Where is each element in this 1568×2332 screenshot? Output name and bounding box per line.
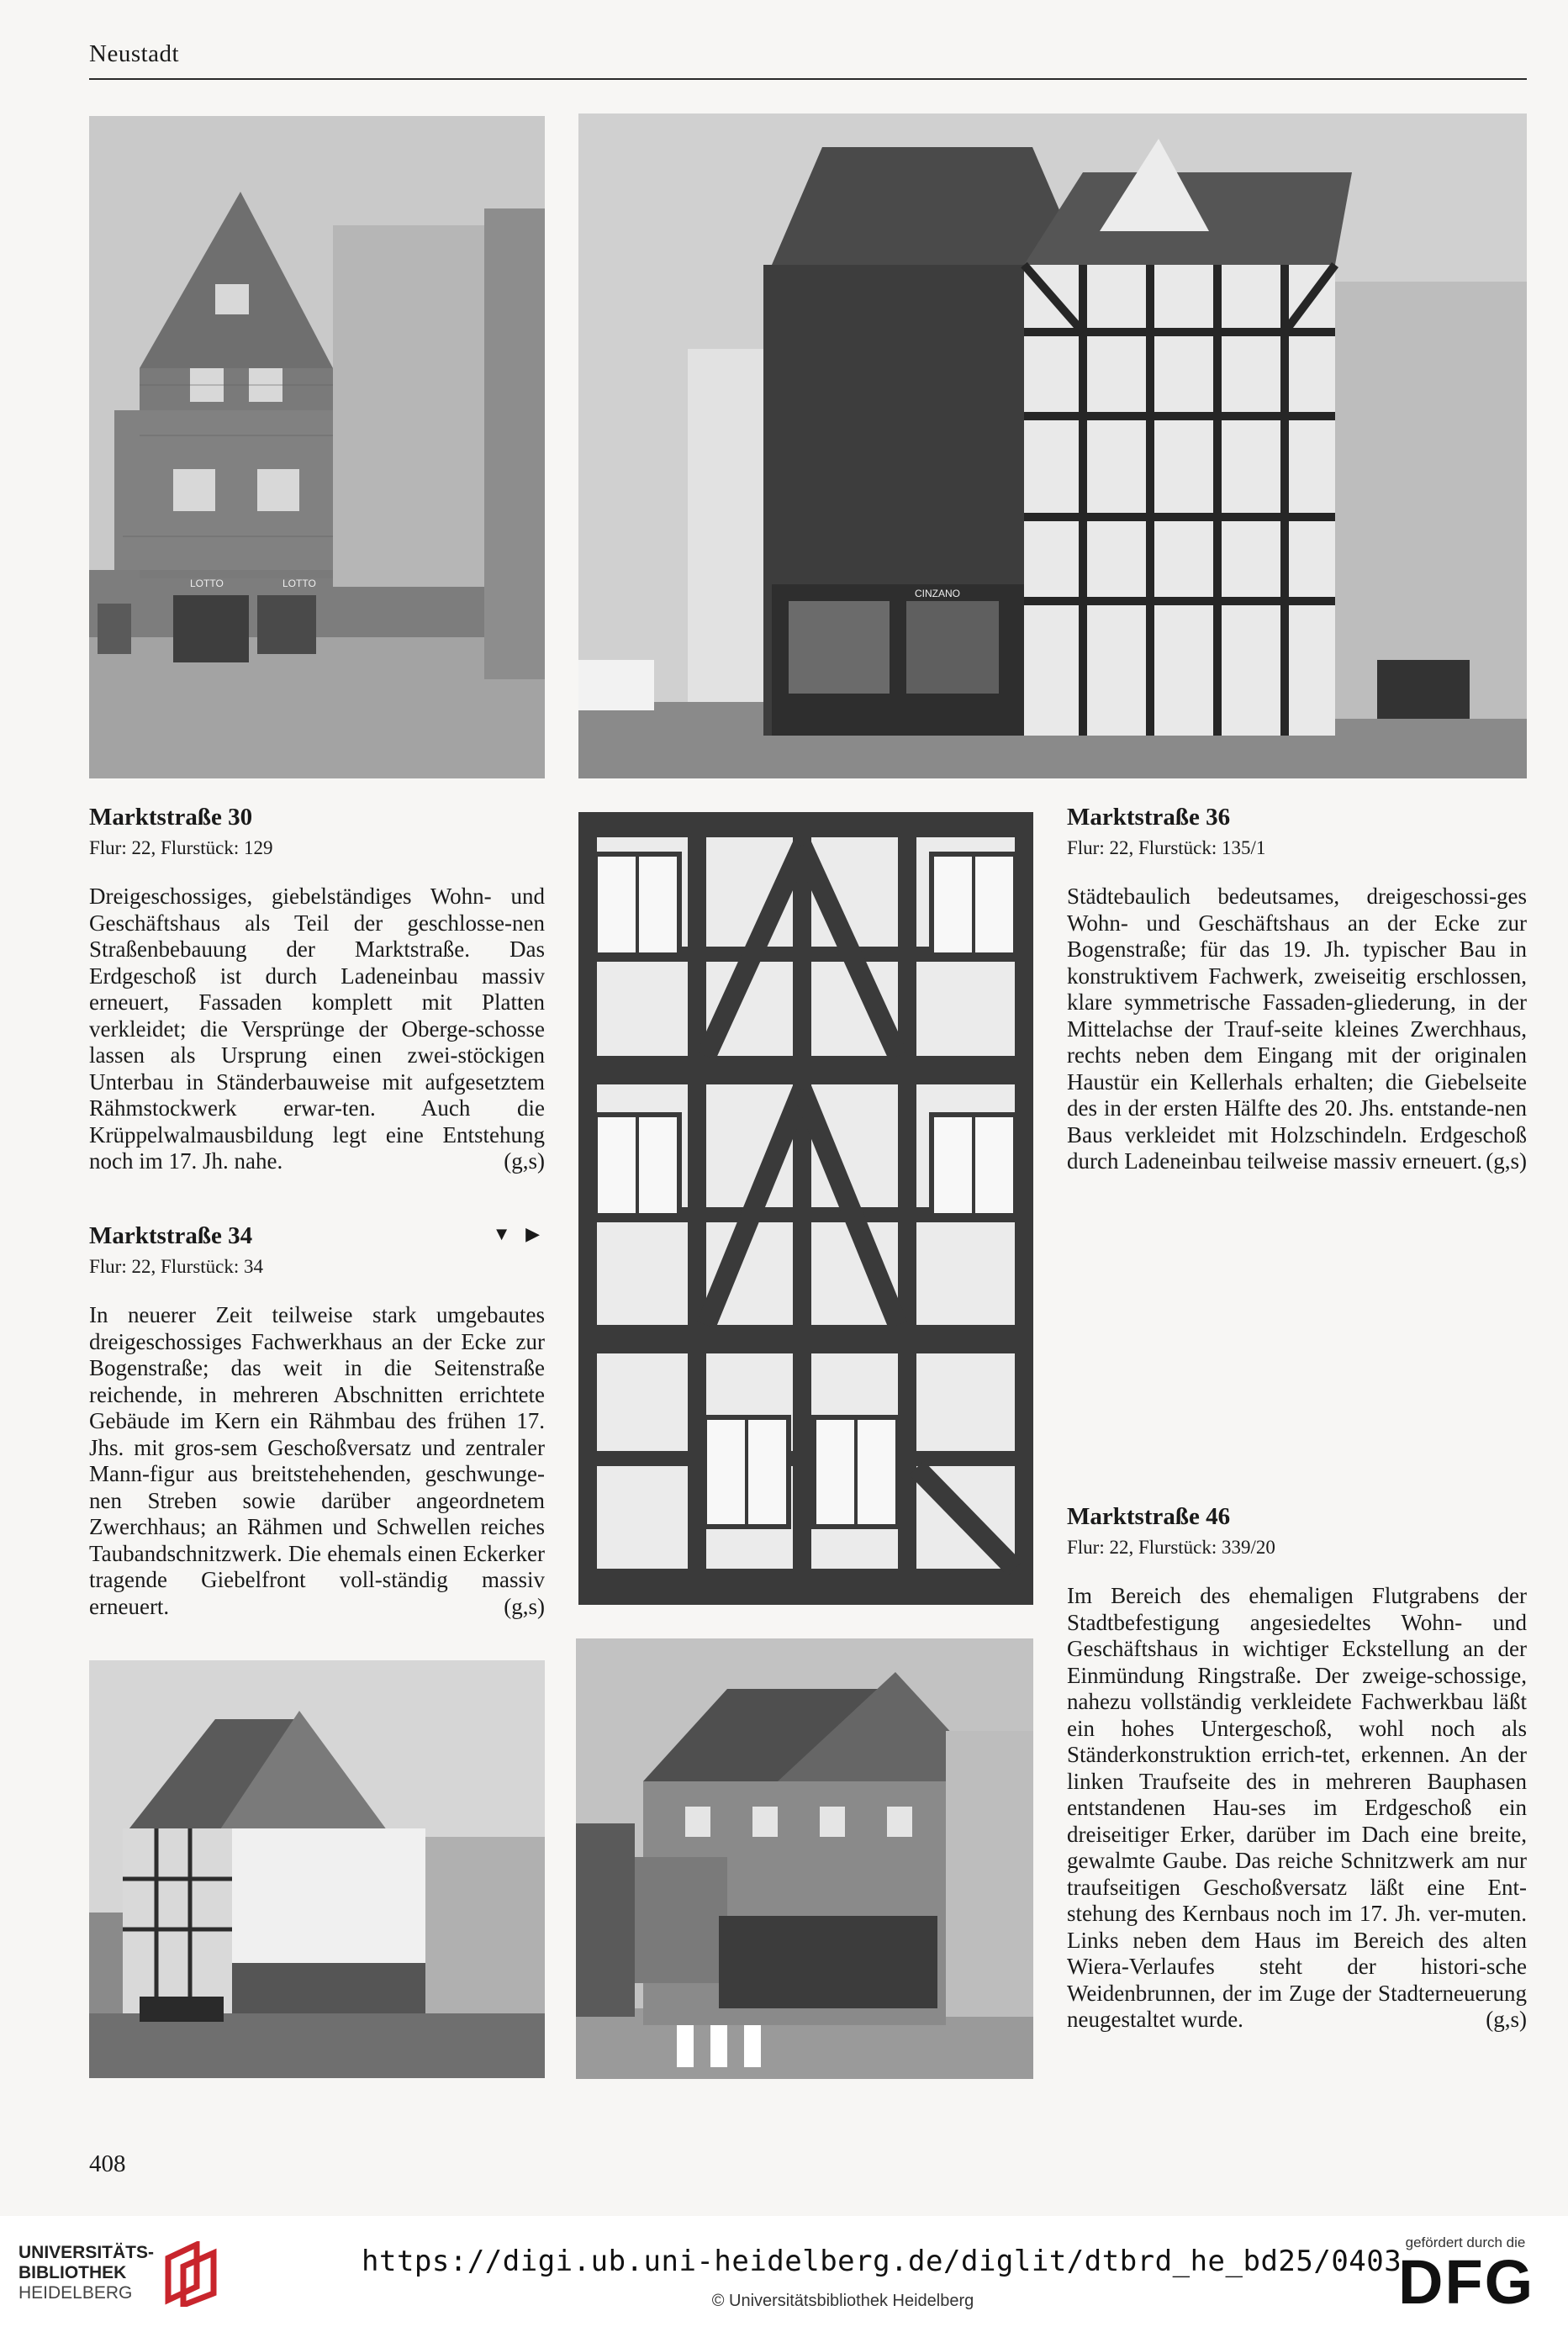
entry-marktstrasse-36 xyxy=(1067,803,1527,1175)
entry-title: Marktstraße 36 xyxy=(1067,804,1231,831)
digitization-footer xyxy=(0,2216,1568,2332)
entry-body: Dreigeschossiges, giebelständiges Wohn- und Geschäftshaus als Teil der geschlosse-nen Straßenbebauung der Marktstraße. Das Erdgeschoß ist durch Ladeneinbau massiv erneuert, Fassaden komplett mit Platten verkleidet; die Versprünge der Oberge-schosse lassen als Ursprung einen zwei-stöckigen Unterbau in Ständerbauweise mit aufgesetztem Rähmstockwerk erwar-ten. Auch die Krüppelwalmausbildung legt eine Entstehung noch im 17. Jh. nahe. (g,s) xyxy=(89,884,545,1174)
photo-marktstrasse-36 xyxy=(578,113,1527,778)
permalink-url[interactable]: https://digi.ub.uni-heidelberg.de/diglit/dtbrd_he_bd25/0403 xyxy=(362,2245,1402,2278)
entry-marktstrasse-30 xyxy=(89,803,545,1175)
dfg-funding-logo[interactable] xyxy=(1398,2234,1533,2319)
entry-body: In neuerer Zeit teilweise stark umgebautes dreigeschossiges Fachwerkhaus an der Ecke zur Bogenstraße; das weit in die Seitenstraße reichende, in mehreren Abschnitten errichtete Gebäude im Kern ein Rähmbau des frühen 17. Jhs. mit gros-sem Geschoßversatz und zentraler Mann-figur aus breitstehehenden, geschwunge-nen Streben sowie darüber angeordnetem Zwerchhaus; an Rähmen und Schwellen reiches Taubandschnitzwerk. Die ehemals einen Eckerker tragende Giebelfront voll-ständig massiv erneuert. (g,s) xyxy=(89,1302,545,1619)
photo-marktstrasse-46 xyxy=(576,1638,1033,2079)
svg-text:CINZANO: CINZANO xyxy=(915,588,960,599)
library-name: UNIVERSITÄTS- BIBLIOTHEK HEIDELBERG xyxy=(18,2243,155,2303)
entry-signature: (g,s) xyxy=(504,1593,545,1619)
entry-marktstrasse-46 xyxy=(1067,1502,1527,2034)
running-title: Neustadt xyxy=(89,40,180,67)
cross-reference-arrows: ▼ ▶ xyxy=(492,1223,545,1244)
svg-text:LOTTO: LOTTO xyxy=(190,578,224,589)
copyright-notice: © Universitätsbibliothek Heidelberg xyxy=(711,2292,974,2310)
entry-body: Städtebaulich bedeutsames, dreigeschossi-ges Wohn- und Geschäftshaus an der Ecke zur Bogenstraße; für das 19. Jh. typischer Bau in konstruktivem Fachwerk, zweiseitig erschlossen, klare symmetrische Fassaden-gliederung, in der Mittelachse der Trauf-seite kleines Zwerchhaus, rechts neben dem Eingang mit der originalen Haustür ein Kellerhals erhalten; die Giebelseite des in der ersten Hälfte des 20. Jhs. entstande-nen Baus verkleidet mit Holzschindeln. Erdgeschoß durch Ladeneinbau teilweise massiv erneuert. (g,s) xyxy=(1067,884,1527,1174)
entry-flur: Flur: 22, Flurstück: 135/1 xyxy=(1067,837,1266,858)
entry-title: Marktstraße 34 xyxy=(89,1222,253,1249)
entry-marktstrasse-34 xyxy=(89,1221,545,1620)
photo-marktstrasse-34 xyxy=(89,1660,545,2078)
entry-signature: (g,s) xyxy=(504,1148,545,1174)
entry-signature: (g,s) xyxy=(1486,2007,1527,2032)
funding-note: gefördert durch die xyxy=(1405,2234,1526,2250)
dfg-logo-text: DFG xyxy=(1398,2247,1535,2317)
photo-fachwerk-detail xyxy=(578,812,1033,1605)
photo-marktstrasse-30 xyxy=(89,116,545,778)
svg-text:LOTTO: LOTTO xyxy=(282,578,316,589)
page-number: 408 xyxy=(89,2150,126,2177)
entry-title: Marktstraße 46 xyxy=(1067,1503,1231,1530)
entry-flur: Flur: 22, Flurstück: 34 xyxy=(89,1256,264,1277)
entry-flur: Flur: 22, Flurstück: 129 xyxy=(89,837,273,858)
entry-body: Im Bereich des ehemaligen Flutgrabens der Stadtbefestigung angesiedeltes Wohn- und Geschäftshaus in wichtiger Eckstellung an der Einmündung Ringstraße. Der zweige-schossige, nahezu vollständig verkleidete Fachwerkbau läßt ein hohes Untergeschoß, wohl noch als Ständerkonstruktion errich-tet, erkennen. An der linken Traufseite des in mehreren Bauphasen entstandenen Hau-ses im Erdgeschoß ein dreiseitiger Erker, darüber im Dach eine breite, gewalmte Gaube. Das reiche Schnitzwerk am nur traufseitigen Geschoßversatz läßt eine Ent-stehung des Kernbaus noch im 17. Jh. ver-muten. Links neben dem Haus im Bereich des alten Wiera-Verlaufes steht der histori-sche Weidenbrunnen, der im Zuge der Stadterneuerung neugestaltet wurde. (g,s) xyxy=(1067,1583,1527,2032)
entry-signature: (g,s) xyxy=(1486,1148,1527,1174)
entry-flur: Flur: 22, Flurstück: 339/20 xyxy=(1067,1537,1275,1558)
entry-title: Marktstraße 30 xyxy=(89,804,253,831)
header-rule xyxy=(89,78,1527,80)
